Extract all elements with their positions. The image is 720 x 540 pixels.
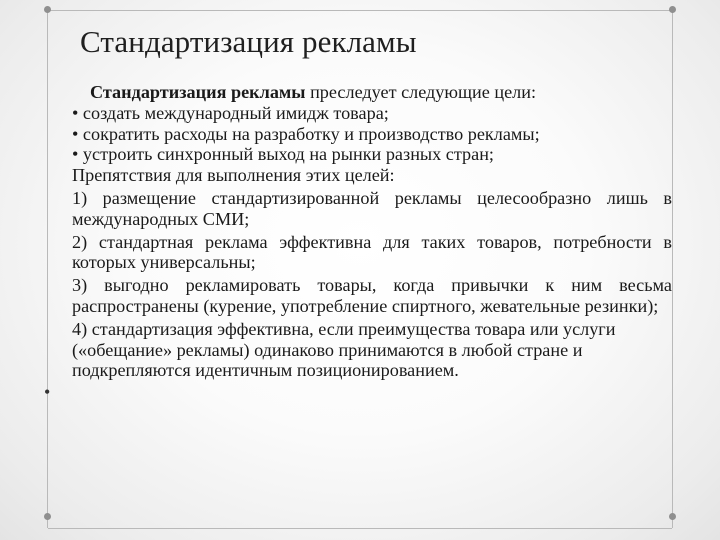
- intro-line: [72, 82, 672, 103]
- frame-left-line: [47, 10, 48, 528]
- corner-dot-icon: [44, 513, 51, 520]
- intro-bold: Стандартизация рекламы: [90, 82, 306, 102]
- frame-top-line: [48, 10, 672, 11]
- goal-item: • создать международный имидж товара;: [72, 102, 389, 123]
- obstacles-heading: Препятствия для выполнения этих целей:: [72, 165, 395, 186]
- corner-dot-icon: [44, 6, 51, 13]
- slide-title: Стандартизация рекламы: [80, 24, 417, 59]
- frame-right-line: [672, 10, 673, 528]
- obstacle-item: 2) стандартная реклама эффективна для таких товаров, потребности в которых универсальны;: [72, 231, 672, 273]
- intro-rest: преследует следующие цели:: [305, 82, 537, 102]
- obstacle-item: 4) стандартизация эффективна, если преимущества товара или услуги («обещание» рекламы) одинаково принимаются в любой стране и подкрепляются идентичным позиционированием.: [72, 318, 616, 381]
- slide-body: [72, 82, 672, 381]
- obstacle-item: 3) выгодно рекламировать товары, когда привычки к ним весьма распространены (курение, употребление спиртного, жевательные резинки);: [72, 275, 672, 316]
- obstacle-item: 1) размещение стандартизированной рекламы целесообразно лишь в международных СМИ;: [72, 187, 672, 229]
- corner-dot-icon: [669, 513, 676, 520]
- goal-item: • устроить синхронный выход на рынки разных стран;: [72, 144, 494, 165]
- bullet-icon: •: [44, 382, 51, 402]
- frame-bottom-line: [48, 528, 672, 529]
- corner-dot-icon: [669, 6, 676, 13]
- goal-item: • сократить расходы на разработку и производство рекламы;: [72, 123, 540, 144]
